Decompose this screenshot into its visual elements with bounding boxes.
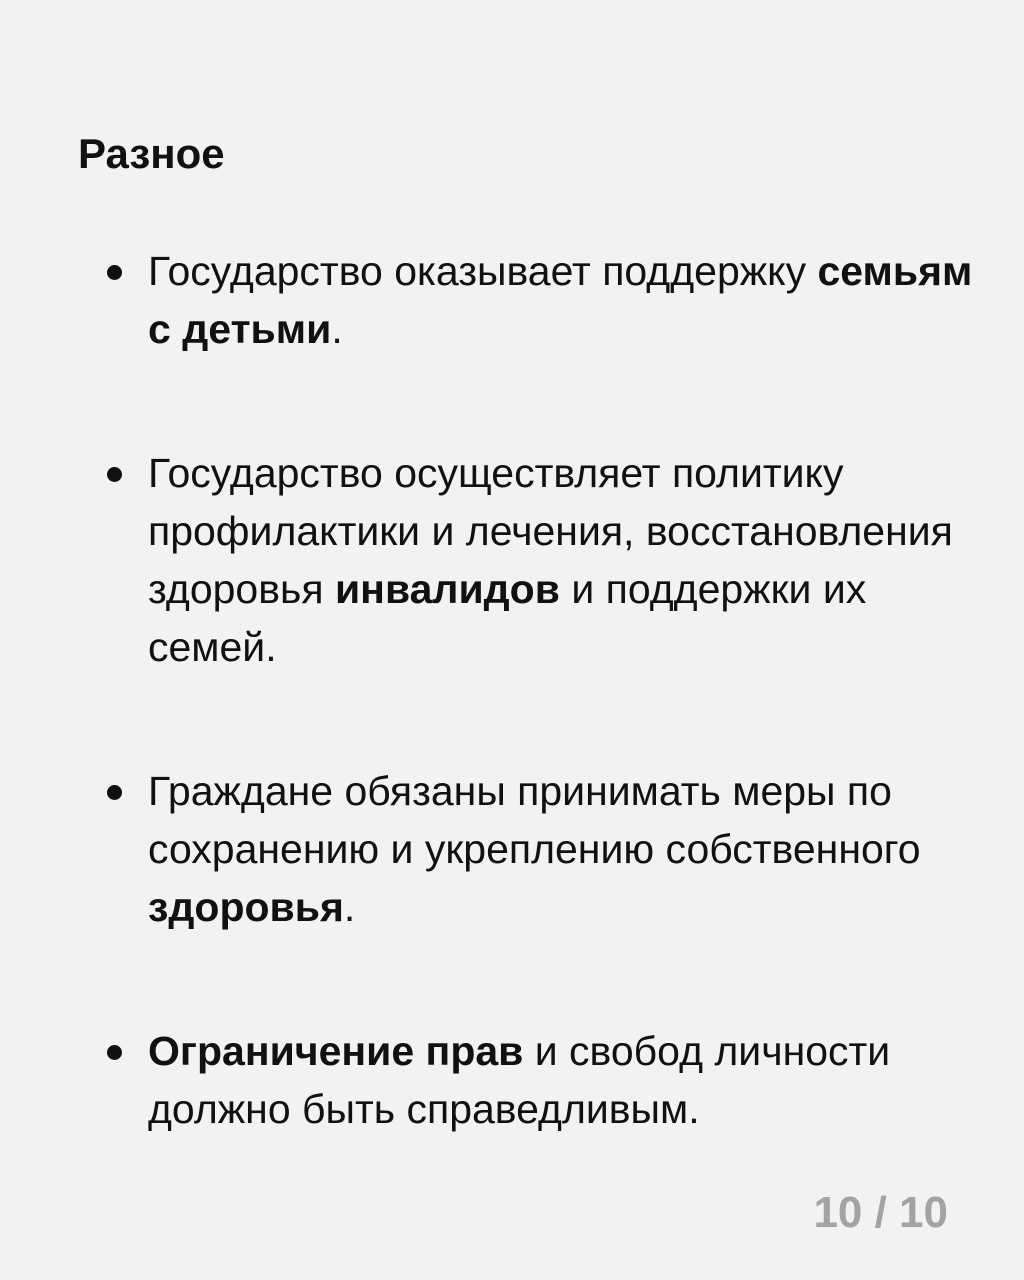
item-text: Государство осуществляет политику профилактики и лечения, восстановления здоровья [148, 450, 953, 612]
item-text-tail: и поддержки их семей. [148, 566, 867, 670]
list-item [0, 444, 1024, 676]
list-item [0, 762, 1024, 936]
bullet-dot-icon [107, 467, 122, 482]
bullet-list [0, 242, 1024, 1138]
bullet-dot-icon [107, 265, 122, 280]
item-text-tail: . [331, 306, 343, 352]
item-text: Государство оказывает поддержку [148, 248, 818, 294]
item-text-tail: . [343, 884, 356, 930]
item-emphasis: семьям с детьми [148, 248, 973, 352]
page-title: Разное [78, 130, 225, 177]
item-emphasis: здоровья [148, 884, 344, 930]
item-text-tail: и свобод личности должно быть справедливым. [148, 1028, 891, 1132]
item-emphasis: Ограничение прав [148, 1028, 524, 1074]
item-emphasis: инвалидов [334, 566, 560, 612]
list-item [0, 1022, 1024, 1138]
item-text: Граждане обязаны принимать меры по сохранению и укреплению собственного [148, 768, 921, 872]
bullet-dot-icon [107, 1045, 122, 1060]
bullet-dot-icon [107, 785, 122, 800]
list-item [0, 242, 1024, 358]
page-counter: 10 / 10 [813, 1188, 948, 1237]
